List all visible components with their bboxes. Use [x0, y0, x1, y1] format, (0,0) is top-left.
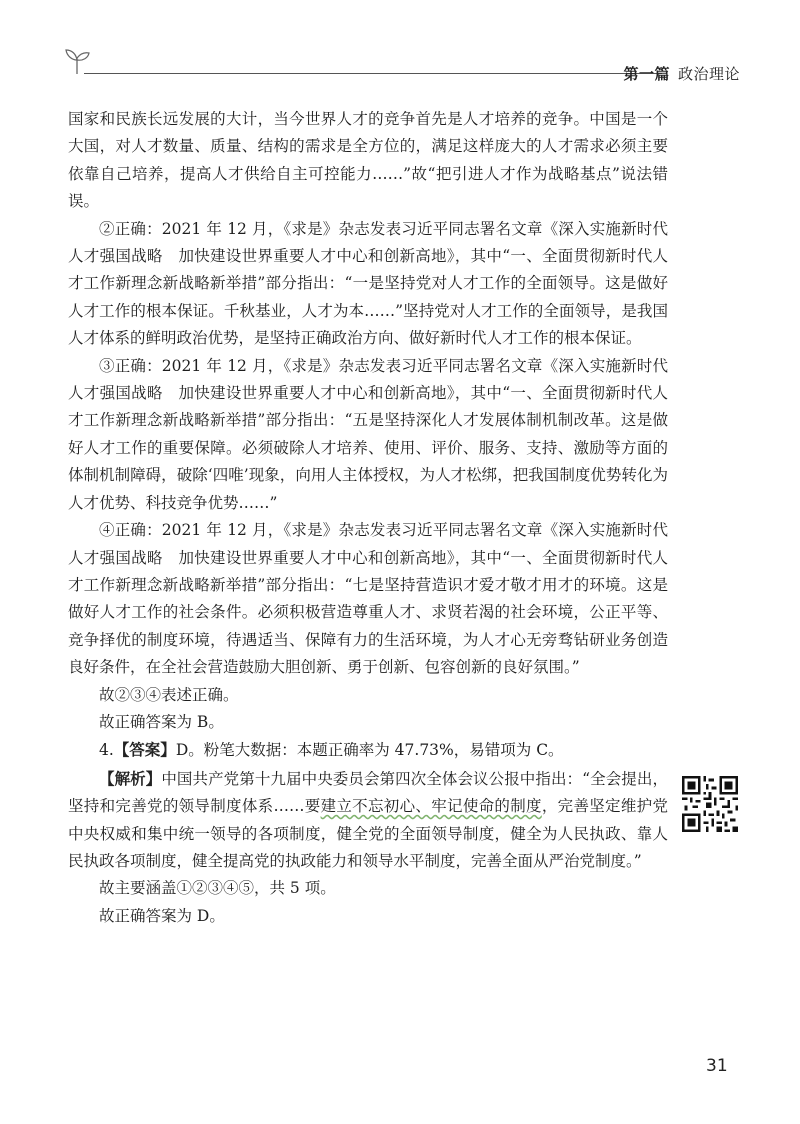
- page-header: [62, 40, 740, 90]
- part-title: 政治理论: [677, 65, 740, 83]
- part-label: 第一篇: [623, 65, 670, 83]
- page-number: 31: [706, 1056, 728, 1076]
- underlined-text: 建立不忘初心、牢记使命的制度: [320, 797, 542, 816]
- page-body: [68, 106, 668, 930]
- answer-line: [68, 736, 668, 764]
- analysis-text-end: ，完善坚定维护党中央权威和集中统一领导的各项制度，健全党的全面领导制度，健全为人民执政、靠人民执政各项制度，健全提高党的执政能力和领导水平制度，完善全面从严治党制度。”: [68, 797, 668, 870]
- answer-number: 4.: [99, 741, 114, 760]
- header-rule: [84, 73, 662, 74]
- paragraph: 故正确答案为 B。: [99, 712, 224, 731]
- analysis-text: 中国共产党第十九届中央委员会第四次全体会议公报中指出：“全会提出，坚持和完善党的领导制度体系……要: [68, 769, 668, 816]
- analysis-label: 【解析】: [99, 768, 162, 788]
- paragraph: 国家和民族长远发展的大计，当今世界人才的竞争首先是人才培养的竞争。中国是一个大国，对人才数量、质量、结构的需求是全方位的，满足这样庞大的人才需求必须主要依靠自己培养，提高人才供给自主可控能力……”故“把引进人才作为战略基点”说法错误。: [68, 110, 668, 211]
- sprout-icon: [62, 46, 92, 76]
- analysis-paragraph: [68, 765, 668, 876]
- conclusion: 故正确答案为 D。: [99, 906, 225, 925]
- answer-label: 【答案】: [113, 740, 176, 760]
- paragraph: 故②③④表述正确。: [99, 685, 239, 704]
- paragraph: ③正确：2021 年 12 月，《求是》杂志发表习近平同志署名文章《深入实施新时代人才强国战略 加快建设世界重要人才中心和创新高地》，其中“一、全面贯彻新时代人才工作新理念新战略新举措”部分指出：“五是坚持深化人才发展体制机制改革。这是做好人才工作的重要保障。必须破除人才培养、使用、评价、服务、支持、激励等方面的体制机制障碍，破除‘四唯’现象，向用人主体授权，为人才松绑，把我国制度优势转化为人才优势、科技竞争优势……”: [68, 356, 668, 512]
- qr-code-icon[interactable]: [682, 776, 738, 832]
- paragraph: ②正确：2021 年 12 月，《求是》杂志发表习近平同志署名文章《深入实施新时代人才强国战略 加快建设世界重要人才中心和创新高地》，其中“一、全面贯彻新时代人才工作新理念新战略新举措”部分指出：“一是坚持党对人才工作的全面领导。这是做好人才工作的根本保证。千秋基业，人才为本……”坚持党对人才工作的全面领导，是我国人才体系的鲜明政治优势，是坚持正确政治方向、做好新时代人才工作的根本保证。: [68, 219, 668, 348]
- conclusion: 故主要涵盖①②③④⑤，共 5 项。: [99, 879, 336, 898]
- paragraph: ④正确：2021 年 12 月，《求是》杂志发表习近平同志署名文章《深入实施新时代人才强国战略 加快建设世界重要人才中心和创新高地》，其中“一、全面贯彻新时代人才工作新理念新战略新举措”部分指出：“七是坚持营造识才爱才敬才用才的环境。这是做好人才工作的社会条件。必须积极营造尊重人才、求贤若渴的社会环境，公正平等、竞争择优的制度环境，待遇适当、保障有力的生活环境，为人才心无旁骛钻研业务创造良好条件，在全社会营造鼓励大胆创新、勇于创新、包容创新的良好氛围。”: [68, 521, 668, 677]
- section-title: [623, 63, 740, 84]
- answer-text: D。粉笔大数据：本题正确率为 47.73%，易错项为 C。: [175, 741, 564, 760]
